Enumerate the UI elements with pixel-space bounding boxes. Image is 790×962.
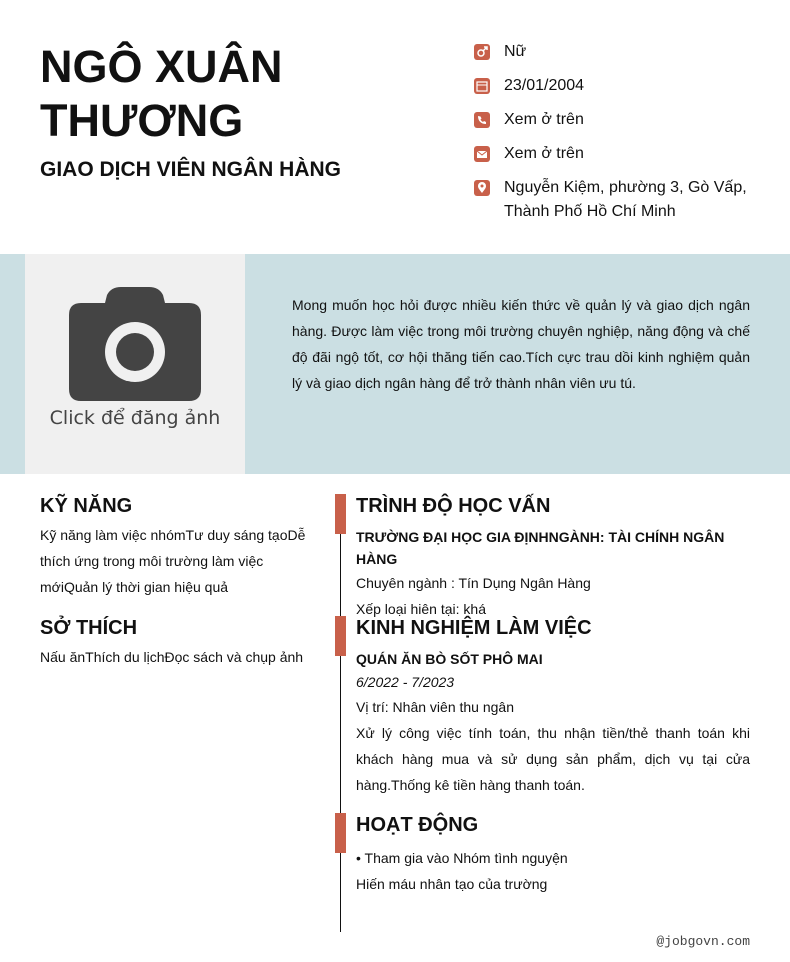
contact-address: Nguyễn Kiệm, phường 3, Gò Vấp, Thành Phố Hồ Chí Minh bbox=[474, 176, 764, 224]
timeline-line bbox=[340, 494, 341, 932]
activity-line: Hiến máu nhân tạo của trường bbox=[356, 876, 548, 892]
skills-text: Kỹ năng làm việc nhómTư duy sáng tạoDễ thích ứng trong môi trường làm việc mớiQuản lý thời gian hiệu quả bbox=[40, 527, 306, 595]
camera-icon bbox=[69, 287, 201, 401]
experience-description: Xử lý công việc tính toán, thu nhận tiền/thẻ thanh toán khi khách hàng mua và sử dụng sản phẩm, dịch vụ tại cửa hàng.Thống kê tiền hàng thanh toán. bbox=[356, 725, 750, 793]
photo-upload[interactable] bbox=[25, 254, 245, 474]
education-section bbox=[356, 494, 750, 622]
career-objective: Mong muốn học hỏi được nhiều kiến thức về quản lý và giao dịch ngân hàng. Được làm việc trong môi trường chuyên nghiệp, năng động và chế độ đãi ngộ tốt, cơ hội thăng tiến cao.Tích cực trau dồi kinh nghiệm quản lý và giao dịch ngân hàng để trở thành nhân viên ưu tú. bbox=[292, 297, 750, 391]
section-marker bbox=[335, 616, 346, 656]
email-icon bbox=[474, 146, 490, 162]
skills-heading: KỸ NĂNG bbox=[40, 495, 133, 517]
experience-period: 6/2022 - 7/2023 bbox=[356, 674, 455, 690]
calendar-icon bbox=[474, 78, 490, 94]
gender-icon bbox=[474, 44, 490, 60]
section-marker bbox=[335, 494, 346, 534]
left-column bbox=[40, 494, 310, 670]
experience-heading: KINH NGHIỆM LÀM VIỆC bbox=[356, 617, 592, 639]
activities-section bbox=[356, 813, 750, 897]
education-heading: TRÌNH ĐỘ HỌC VẤN bbox=[356, 495, 551, 517]
location-icon bbox=[474, 180, 490, 196]
education-major: Chuyên ngành : Tín Dụng Ngân Hàng bbox=[356, 575, 591, 591]
section-marker bbox=[335, 813, 346, 853]
photo-caption: Click để đăng ảnh bbox=[49, 407, 221, 429]
experience-position: Vị trí: Nhân viên thu ngân bbox=[356, 699, 514, 715]
contact-phone: Xem ở trên bbox=[474, 108, 764, 132]
hobbies-heading: SỞ THÍCH bbox=[40, 617, 138, 639]
phone-icon bbox=[474, 112, 490, 128]
candidate-name: NGÔ XUÂN THƯƠNG bbox=[40, 41, 283, 146]
job-title: GIAO DỊCH VIÊN NGÂN HÀNG bbox=[40, 158, 342, 181]
contact-email: Xem ở trên bbox=[474, 142, 764, 166]
experience-company: QUÁN ĂN BÒ SỐT PHÔ MAI bbox=[356, 651, 543, 667]
contact-list bbox=[474, 40, 764, 234]
hobbies-text: Nấu ănThích du lịchĐọc sách và chụp ảnh bbox=[40, 649, 304, 665]
activities-heading: HOẠT ĐỘNG bbox=[356, 814, 479, 836]
activity-line: • Tham gia vào Nhóm tình nguyện bbox=[356, 850, 568, 866]
experience-section bbox=[356, 616, 750, 798]
contact-birthday: 23/01/2004 bbox=[474, 74, 764, 98]
footer-watermark: @jobgovn.com bbox=[656, 934, 750, 949]
contact-gender: Nữ bbox=[474, 40, 764, 64]
education-grade: Xếp loại hiên tại: khá bbox=[356, 601, 486, 617]
education-school: TRƯỜNG ĐẠI HỌC GIA ĐỊNHNGÀNH: TÀI CHÍNH NGÂN HÀNG bbox=[356, 529, 725, 567]
